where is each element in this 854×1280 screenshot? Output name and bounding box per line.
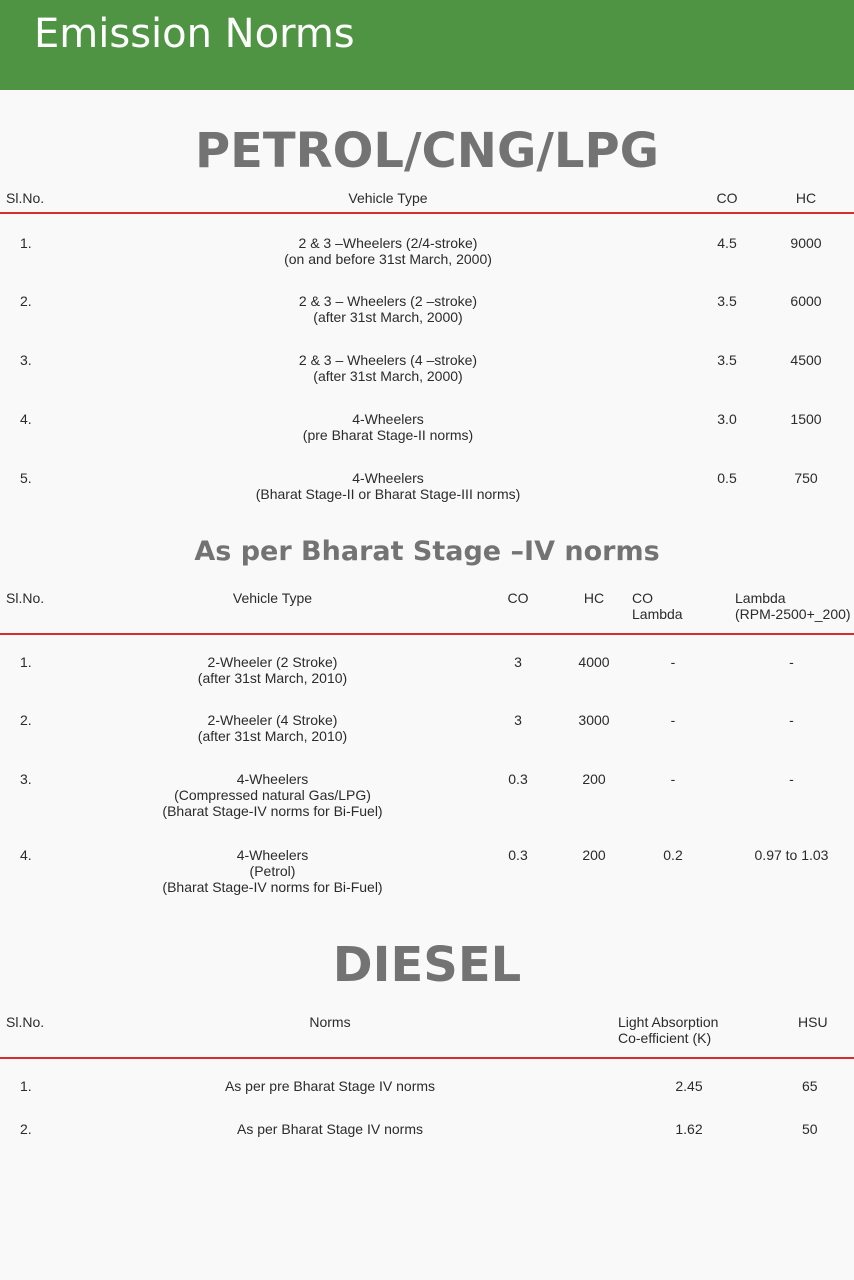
row-lambda: 0.97 to 1.03 [754,847,829,863]
header-vehicle-type: Vehicle Type [232,590,313,606]
bs4-table [0,590,854,904]
header-lambda-line: (RPM-2500+_200) [735,606,851,622]
app-title: Emission Norms [34,11,355,57]
vehicle-type-line: 2 & 3 –Wheelers (2/4-stroke) [298,235,478,251]
row-sl-no: 2. [20,293,32,309]
row-norms: As per pre Bharat Stage IV norms [224,1078,436,1094]
row-hc: 3000 [578,712,610,728]
vehicle-type-line: (after 31st March, 2010) [197,728,348,744]
header-co-lambda-line: CO [632,590,653,606]
app-bar [0,0,854,90]
row-sl-no: 3. [20,771,32,787]
header-light-absorption-line: Light Absorption [618,1014,719,1030]
row-vehicle-type [80,693,465,752]
vehicle-type-line: 4-Wheelers [352,470,424,486]
row-vehicle-type [80,449,696,508]
row-co-lambda: - [670,771,676,787]
row-hsu: 65 [802,1078,818,1094]
vehicle-type-line: (Petrol) [249,863,296,879]
row-hc: 6000 [790,293,822,309]
header-sl-no: Sl.No. [6,1014,45,1030]
header-lambda-line: Lambda [735,590,786,606]
header-sl-no: Sl.No. [6,590,45,606]
header-co: CO [716,190,738,206]
petrol-section-title: PETROL/CNG/LPG [194,123,660,179]
row-k-value: 2.45 [675,1078,703,1094]
row-co: 0.3 [508,771,528,787]
vehicle-type-line: 2 & 3 – Wheelers (2 –stroke) [298,293,478,309]
vehicle-type-line: (on and before 31st March, 2000) [284,251,492,267]
table-row [0,1058,854,1102]
row-sl-no: 2. [20,712,32,728]
row-co: 3 [514,712,522,728]
row-sl-no: 5. [20,470,32,486]
vehicle-type-line: (Bharat Stage-IV norms for Bi-Fuel) [162,803,383,819]
header-co: CO [507,590,529,606]
row-co: 0.5 [717,470,737,486]
row-lambda: - [789,712,794,728]
row-hc: 750 [794,470,818,486]
vehicle-type-line: (pre Bharat Stage-II norms) [302,427,474,443]
header-norms: Norms [309,1014,351,1030]
row-co: 3.0 [717,411,737,427]
vehicle-type-line: 2-Wheeler (2 Stroke) [207,654,338,670]
vehicle-type-line: (Bharat Stage-II or Bharat Stage-III norms) [255,486,521,502]
header-co-lambda-line: Lambda [632,606,683,622]
table-row [0,449,854,508]
row-vehicle-type [80,634,465,693]
vehicle-type-line: 4-Wheelers [236,847,309,863]
table-row [0,634,854,693]
row-hc: 200 [582,771,606,787]
row-co: 3.5 [717,352,737,368]
row-co-lambda: 0.2 [663,847,683,863]
header-vehicle-type: Vehicle Type [348,190,428,206]
row-vehicle-type [80,213,696,272]
diesel-header-row [0,1014,854,1058]
row-vehicle-type [80,752,465,828]
diesel-table [0,1014,854,1146]
row-norms: As per Bharat Stage IV norms [237,1121,423,1137]
row-co: 4.5 [717,235,737,251]
row-lambda: - [789,771,794,787]
table-row [0,390,854,449]
table-row [0,693,854,752]
row-sl-no: 1. [20,654,32,670]
row-sl-no: 3. [20,352,32,368]
table-row [0,272,854,331]
row-vehicle-type [80,828,465,904]
diesel-section-title: DIESEL [332,937,522,993]
vehicle-type-line: 2-Wheeler (4 Stroke) [207,712,338,728]
row-sl-no: 1. [20,235,32,251]
row-hc: 4500 [790,352,822,368]
row-co-lambda: - [670,654,676,670]
header-light-absorption-line: Co-efficient (K) [618,1030,712,1046]
table-row [0,331,854,390]
petrol-header-row [0,190,854,213]
row-co: 0.3 [508,847,528,863]
row-sl-no: 4. [20,847,32,863]
row-hc: 9000 [790,235,822,251]
vehicle-type-line: (after 31st March, 2010) [197,670,348,686]
table-row [0,828,854,904]
bs4-header-row [0,590,854,634]
row-co: 3.5 [717,293,737,309]
row-hsu: 50 [802,1121,818,1137]
row-co: 3 [514,654,522,670]
row-lambda: - [789,654,794,670]
header-hsu: HSU [798,1014,828,1030]
header-hc: HC [795,190,817,206]
vehicle-type-line: (Bharat Stage-IV norms for Bi-Fuel) [162,879,383,895]
row-vehicle-type [80,390,696,449]
table-row [0,213,854,272]
row-hc: 1500 [790,411,822,427]
vehicle-type-line: 4-Wheelers [236,771,309,787]
row-sl-no: 4. [20,411,32,427]
row-sl-no: 1. [20,1078,32,1094]
row-hc: 4000 [578,654,610,670]
petrol-table [0,190,854,508]
header-light-absorption [580,1014,798,1058]
vehicle-type-line: 2 & 3 – Wheelers (4 –stroke) [298,352,478,368]
row-k-value: 1.62 [675,1121,703,1137]
header-lambda [729,590,854,634]
vehicle-type-line: (after 31st March, 2000) [313,309,463,325]
row-vehicle-type [80,272,696,331]
header-sl-no: Sl.No. [6,190,45,206]
table-row [0,752,854,828]
vehicle-type-line: (after 31st March, 2000) [313,368,463,384]
row-hc: 200 [582,847,606,863]
vehicle-type-line: (Compressed natural Gas/LPG) [174,787,371,803]
header-hc: HC [583,590,605,606]
row-co-lambda: - [670,712,676,728]
row-vehicle-type [80,331,696,390]
header-co-lambda [617,590,729,634]
bs4-section-title: As per Bharat Stage –IV norms [194,536,660,567]
table-row [0,1102,854,1146]
row-sl-no: 2. [20,1121,32,1137]
vehicle-type-line: 4-Wheelers [352,411,424,427]
